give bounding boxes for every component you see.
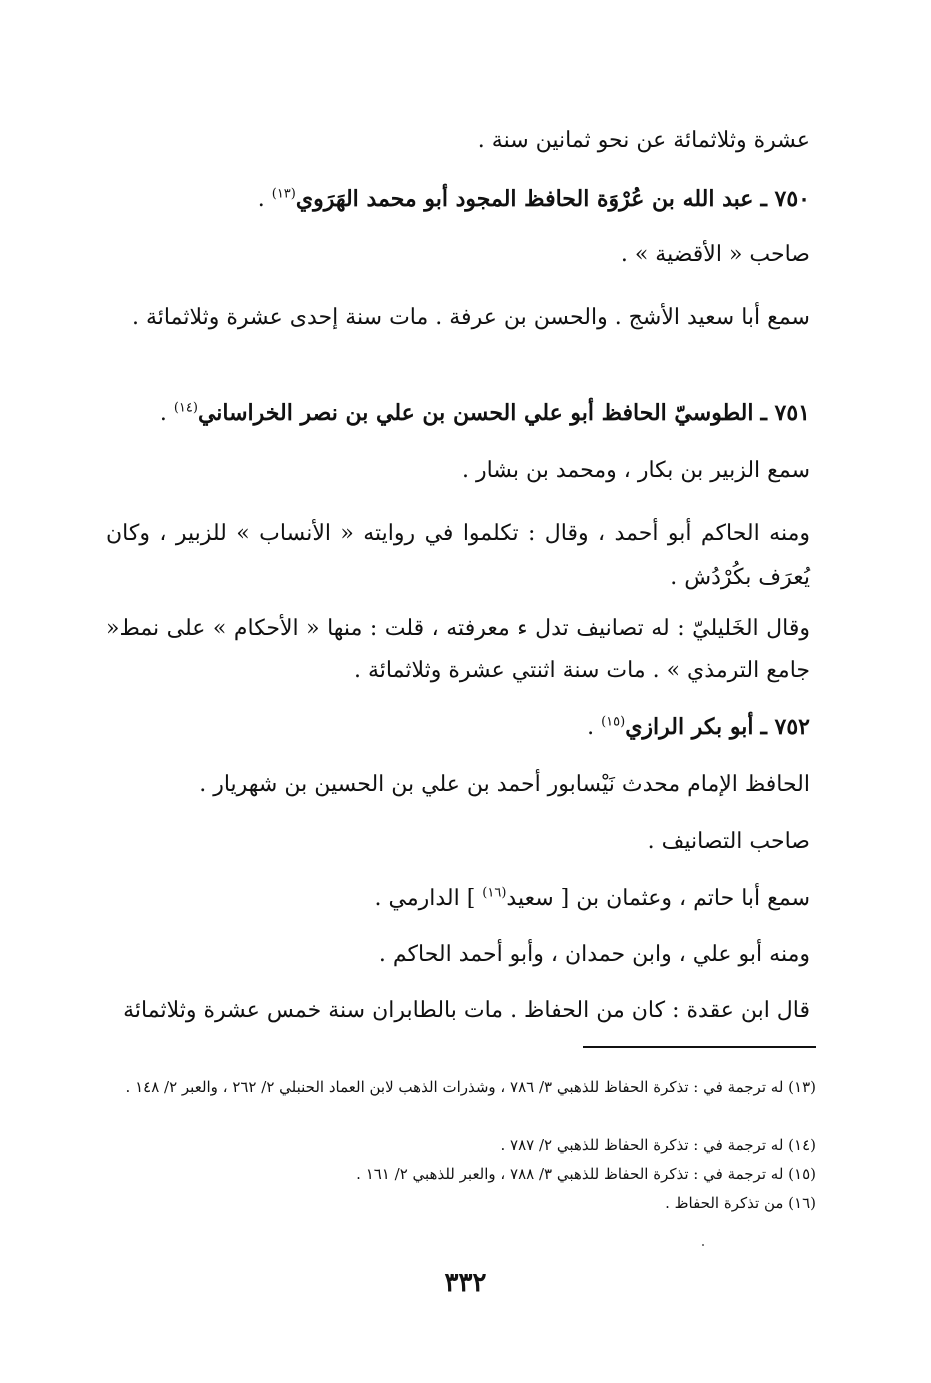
paragraph	[106, 297, 810, 339]
paragraph-text: سمع أبا حاتم ، وعثمان بن [ سعيد	[506, 886, 810, 911]
paragraph	[106, 456, 810, 486]
paragraph	[106, 827, 810, 857]
entry-number: ٧٥٠ ـ	[760, 186, 810, 212]
paragraph-text: سمع أبا سعيد الأشج . والحسن بن عرفة . مات سنة إحدى عشرة وثلاثمائة .	[132, 305, 810, 330]
paragraph-text: ومنه أبو علي ، وابن حمدان ، وأبو أحمد الحاكم .	[378, 942, 810, 967]
paragraph-text: صاحب التصانيف .	[647, 829, 810, 854]
punctuation: .	[587, 715, 602, 740]
entry-heading	[106, 184, 810, 215]
paragraph	[106, 240, 810, 270]
paragraph	[106, 126, 810, 156]
footnote	[106, 1192, 816, 1214]
paragraph-text: سمع الزبير بن بكار ، ومحمد بن بشار .	[461, 458, 810, 483]
footnote	[106, 1134, 816, 1156]
paragraph	[106, 884, 810, 914]
paragraph-text: ومنه الحاكم أبو أحمد ، وقال : تكلموا في روايته « الأنساب » للزبير ، وكان يُعرَف بكُرْدُش .	[106, 521, 810, 590]
paragraph-text: صاحب « الأقضية » .	[620, 242, 810, 267]
footnote-text: (١٥) له ترجمة في : تذكرة الحفاظ للذهبي ٣/ ٧٨٨ ، والعبر للذهبي ٢/ ١٦١ .	[356, 1165, 816, 1183]
paragraph	[106, 608, 810, 692]
footnote-ref: (١٥)	[601, 714, 626, 730]
paragraph-text: ] الدارمي .	[374, 886, 483, 911]
paragraph-text: وقال الخَليليّ : له تصانيف تدل ء معرفته ، قلت : منها « الأحكام » على نمط« جامع الترمذي » . مات سنة اثنتي عشرة وثلاثمائة .	[106, 616, 810, 683]
paragraph	[106, 770, 810, 800]
scan-speck	[702, 1244, 704, 1246]
entry-number: ٧٥٢ ـ	[760, 714, 810, 740]
paragraph-text: عشرة وثلاثمائة عن نحو ثمانين سنة .	[477, 128, 810, 153]
entry-name: الطوسيّ الحافظ أبو علي الحسن بن علي بن نصر الخراساني	[197, 400, 754, 426]
footnote-ref: (١٦)	[482, 885, 507, 901]
entry-number: ٧٥١ ـ	[760, 400, 810, 426]
paragraph	[106, 512, 810, 600]
footnote	[106, 1163, 816, 1185]
punctuation: .	[159, 401, 174, 426]
entry-name: أبو بكر الرازي	[625, 714, 754, 740]
footnote-separator	[583, 1046, 816, 1048]
footnote-text: (١٦) من تذكرة الحفاظ .	[665, 1194, 816, 1212]
punctuation: .	[257, 187, 272, 212]
entry-heading	[106, 398, 810, 429]
footnote-ref: (١٤)	[173, 400, 198, 416]
paragraph-text: الحافظ الإمام محدث نَيْسابور أحمد بن علي بن الحسين بن شهريار .	[199, 772, 810, 797]
footnote	[106, 1076, 816, 1098]
footnote-text: (١٣) له ترجمة في : تذكرة الحفاظ للذهبي ٣/ ٧٨٦ ، وشذرات الذهب لابن العماد الحنبلي ٢/ ٢٦٢ ، والعبر ٢/ ١٤٨ .	[125, 1078, 816, 1096]
entry-name: عبد الله بن عُرْوَة الحافظ المجود أبو محمد الهَرَوي	[295, 186, 754, 212]
paragraph	[106, 996, 810, 1026]
paragraph-text: قال ابن عقدة : كان من الحفاظ . مات بالطابران سنة خمس عشرة وثلاثمائة	[123, 998, 810, 1023]
paragraph	[106, 940, 810, 970]
entry-heading	[106, 712, 810, 743]
footnote-ref: (١٣)	[271, 186, 296, 202]
page-number: ٣٣٢	[444, 1268, 487, 1298]
footnote-text: (١٤) له ترجمة في : تذكرة الحفاظ للذهبي ٢/ ٧٨٧ .	[500, 1136, 816, 1154]
